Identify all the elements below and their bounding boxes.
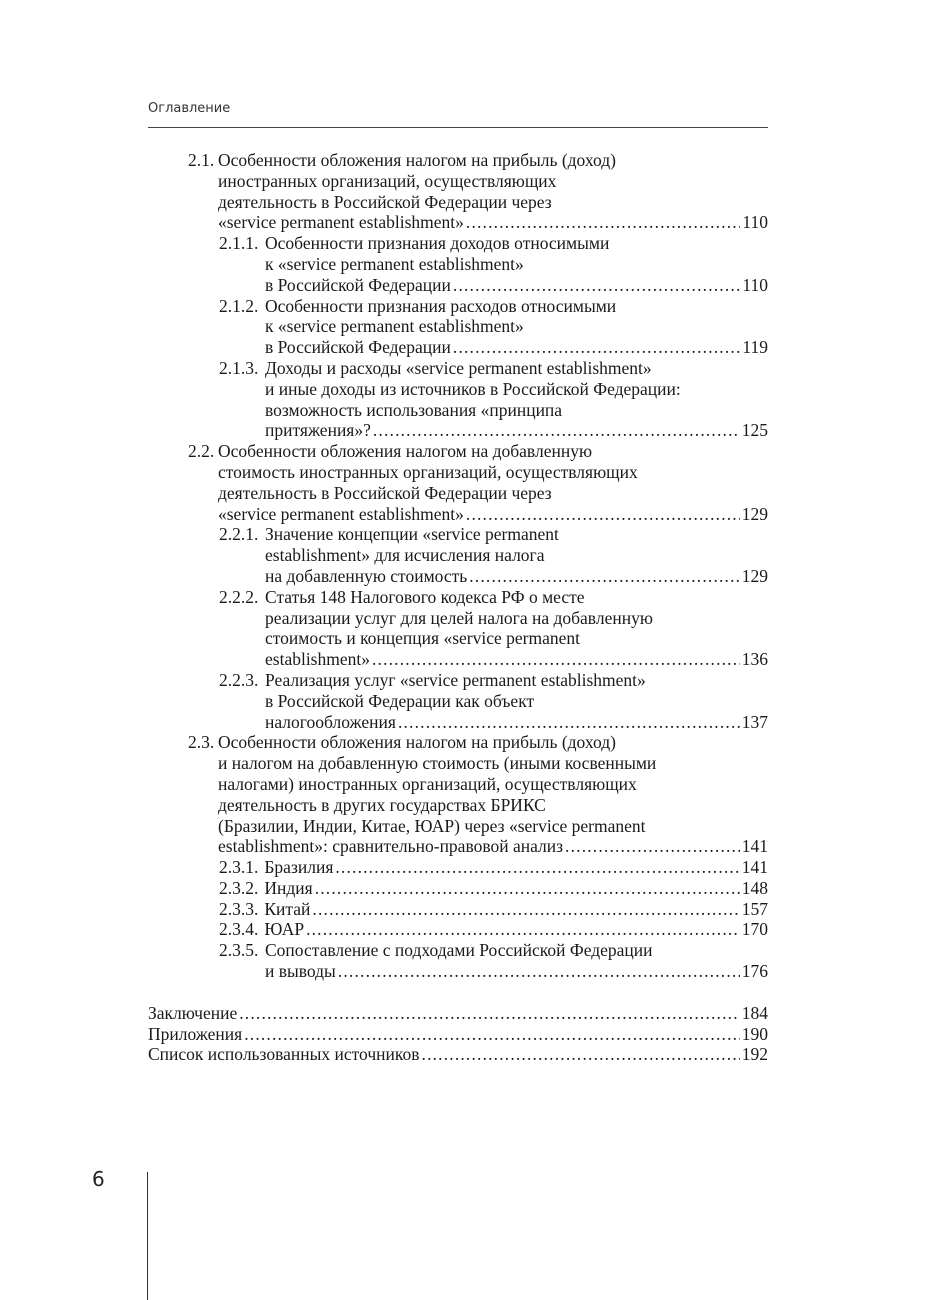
toc-entry-title: Заключение — [148, 1002, 238, 1023]
toc-entry-line: establishment»: сравнительно-правовой анализ — [218, 836, 564, 857]
toc-entry-line: Индия — [264, 877, 313, 898]
toc-page-number: 148 — [741, 877, 768, 898]
page-number: 6 — [92, 1167, 105, 1191]
toc-entry-line: Значение концепции «service permanent — [265, 524, 559, 545]
toc-entry[interactable] — [148, 857, 768, 878]
folio-rule — [147, 1172, 148, 1300]
toc-page-number: 110 — [742, 212, 768, 233]
dot-leader — [373, 420, 740, 441]
toc-page-number: 192 — [741, 1044, 768, 1065]
toc-entry-line: в Российской Федерации как объект — [265, 690, 535, 711]
dot-leader — [244, 1024, 740, 1045]
toc-entry-line: Особенности обложения налогом на прибыль (доход) — [218, 150, 616, 170]
toc-entry[interactable] — [148, 899, 768, 920]
toc-entry-line: Доходы и расходы «service permanent establishment» — [265, 357, 652, 378]
toc-page-number: 170 — [741, 919, 768, 940]
toc-entry-number: 2.1.1. — [219, 233, 259, 254]
toc-entry[interactable] — [148, 524, 768, 586]
toc-entry-title: Список использованных источников — [148, 1044, 420, 1065]
toc-page-number: 137 — [741, 711, 768, 732]
toc-entry-line: Бразилия — [264, 857, 334, 878]
dot-leader — [338, 961, 740, 982]
toc-entry-line: и налогом на добавленную стоимость (иными косвенными — [218, 753, 657, 774]
toc-entry-line: иностранных организаций, осуществляющих — [218, 170, 557, 191]
toc-page-number: 176 — [741, 961, 768, 982]
section-gap — [148, 982, 768, 1003]
toc-entry-number: 2.2.1. — [219, 524, 259, 545]
toc-entry-line: деятельность в других государствах БРИКС — [218, 794, 546, 815]
toc-entry-line: и выводы — [265, 961, 336, 982]
toc-entry-conclusion[interactable] — [148, 1003, 768, 1024]
toc-entry[interactable] — [148, 150, 768, 233]
toc-entry-line: ЮАР — [264, 919, 305, 940]
toc-page-number: 129 — [741, 503, 768, 524]
toc-entry-line: в Российской Федерации — [265, 337, 451, 358]
toc-entry-line: на добавленную стоимость — [265, 565, 468, 586]
toc-page-number: 141 — [741, 836, 768, 857]
dot-leader — [453, 337, 740, 358]
dot-leader — [372, 649, 740, 670]
dot-leader — [422, 1044, 740, 1065]
toc-entry[interactable] — [148, 296, 768, 358]
toc-entry[interactable] — [148, 878, 768, 899]
toc-entry-number: 2.3.3. — [219, 898, 259, 919]
toc-entry[interactable] — [148, 670, 768, 732]
toc-entry[interactable] — [148, 919, 768, 940]
toc-entry-line: деятельность в Российской Федерации через — [218, 191, 552, 212]
toc-page-number: 184 — [741, 1002, 768, 1023]
toc-entry-line: стоимость иностранных организаций, осуществляющих — [218, 461, 638, 482]
toc-page-number: 119 — [742, 337, 768, 358]
toc-entry-line: establishment» для исчисления налога — [265, 545, 545, 566]
toc-entry-number: 2.3.4. — [219, 919, 259, 940]
toc-entry-line: возможность использования «принципа — [265, 399, 563, 420]
dot-leader — [398, 712, 740, 733]
dot-leader — [466, 212, 741, 233]
dot-leader — [469, 566, 740, 587]
dot-leader — [335, 857, 739, 878]
toc-entry-line: «service permanent establishment» — [218, 212, 464, 233]
toc-entry-line: Особенности обложения налогом на прибыль (доход) — [218, 732, 616, 753]
toc-entry-number: 2.3.2. — [219, 877, 259, 898]
toc-entry-line: Реализация услуг «service permanent establishment» — [265, 669, 646, 690]
toc-page-number: 136 — [741, 649, 768, 670]
toc-entry-line: стоимость и концепция «service permanent — [265, 628, 580, 649]
dot-leader — [315, 878, 740, 899]
toc-entry-line: Сопоставление с подходами Российской Федерации — [265, 940, 653, 961]
toc-entry-line: Китай — [264, 898, 311, 919]
toc-entry[interactable] — [148, 358, 768, 441]
toc-page-number: 157 — [741, 898, 768, 919]
toc-entry-number: 2.2.3. — [219, 669, 259, 690]
dot-leader — [312, 899, 739, 920]
toc-entry[interactable] — [148, 441, 768, 524]
toc-entry-number: 2.3.5. — [219, 940, 259, 961]
toc-entry-line: Статья 148 Налогового кодекса РФ о месте — [265, 586, 585, 607]
toc-page-number: 125 — [741, 420, 768, 441]
toc-entry-line: к «service permanent establishment» — [265, 253, 524, 274]
toc-entry-line: и иные доходы из источников в Российской Федерации: — [265, 378, 681, 399]
toc-page-number: 141 — [741, 857, 768, 878]
toc-entry-line: налогами) иностранных организаций, осуществляющих — [218, 773, 637, 794]
toc-entry-line: Особенности признания расходов относимыми — [265, 295, 617, 316]
toc-entry-number: 2.1.2. — [219, 295, 259, 316]
toc-entry-line: (Бразилии, Индии, Китае, ЮАР) через «service permanent — [218, 815, 646, 836]
dot-leader — [565, 836, 740, 857]
toc-entry-references[interactable] — [148, 1044, 768, 1065]
toc-entry-title: Приложения — [148, 1023, 243, 1044]
dot-leader — [466, 504, 740, 525]
toc-entry-line: реализации услуг для целей налога на добавленную — [265, 607, 653, 628]
toc-entry[interactable] — [148, 233, 768, 295]
toc-entry-line: притяжения»? — [265, 420, 371, 441]
toc-entry-line: «service permanent establishment» — [218, 503, 464, 524]
running-head: Оглавление — [148, 101, 231, 116]
toc-entry[interactable] — [148, 732, 768, 857]
toc-entry[interactable] — [148, 587, 768, 670]
toc-entry-line: налогообложения — [265, 711, 396, 732]
header-rule — [148, 127, 768, 128]
toc-entry-number: 2.2. — [188, 441, 215, 462]
toc-entry-line: Особенности обложения налогом на добавленную — [218, 441, 593, 462]
toc-entry-line: деятельность в Российской Федерации через — [218, 482, 552, 503]
dot-leader — [306, 919, 740, 940]
toc-page-number: 110 — [742, 274, 768, 295]
toc-entry[interactable] — [148, 940, 768, 982]
toc-entry-number: 2.2.2. — [219, 586, 259, 607]
toc-entry-line: в Российской Федерации — [265, 274, 451, 295]
toc-entry-line: к «service permanent establishment» — [265, 316, 524, 337]
toc-entry-number: 2.1.3. — [219, 357, 259, 378]
toc-entry-number: 2.3. — [188, 732, 215, 753]
toc-entry-number: 2.3.1. — [219, 857, 259, 878]
toc-page-number: 190 — [741, 1023, 768, 1044]
toc-entry-appendices[interactable] — [148, 1024, 768, 1045]
dot-leader — [239, 1003, 740, 1024]
toc-entry-line: establishment» — [265, 649, 370, 670]
toc-page-number: 129 — [741, 565, 768, 586]
dot-leader — [453, 275, 740, 296]
toc-entry-number: 2.1. — [188, 150, 215, 170]
toc-entry-line: Особенности признания доходов относимыми — [265, 233, 610, 254]
table-of-contents — [148, 150, 768, 1065]
